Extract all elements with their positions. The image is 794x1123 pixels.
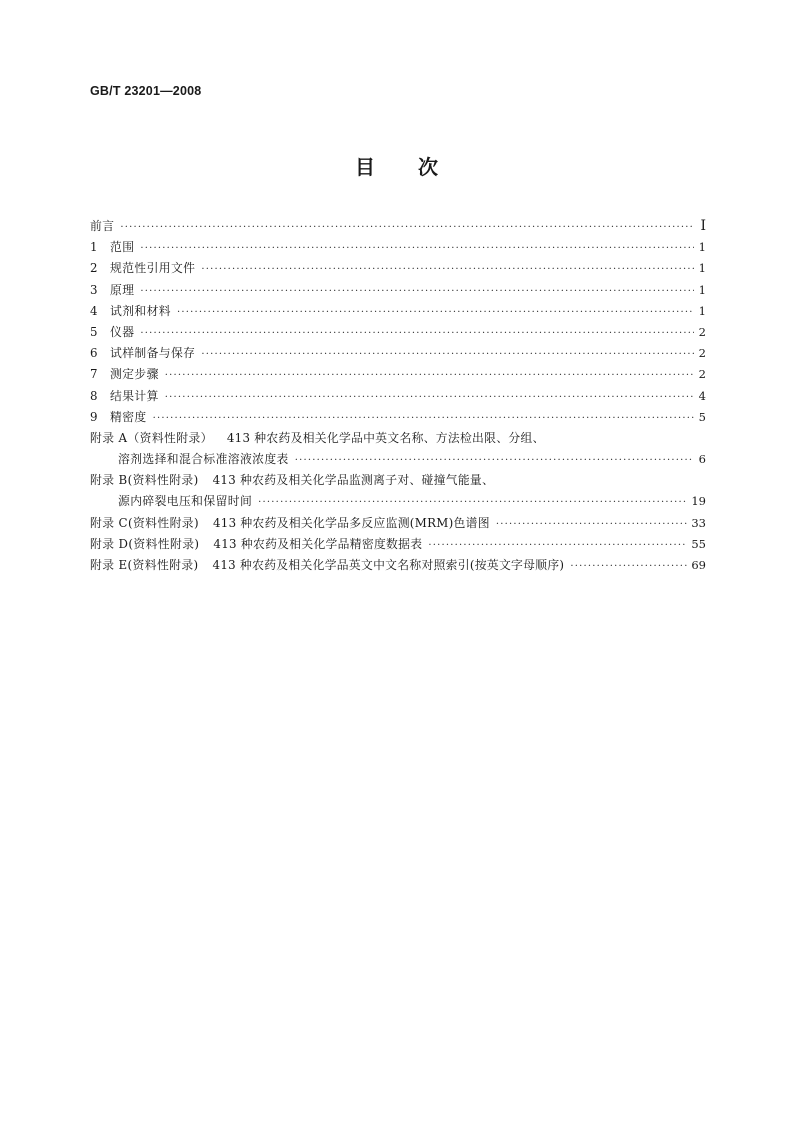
appendix-label: 附录 B(资料性附录) bbox=[90, 473, 199, 488]
toc-entry-appendix-a[interactable] bbox=[90, 428, 706, 470]
toc-label: 原理 bbox=[110, 282, 135, 297]
toc-page-number: 1 bbox=[698, 261, 706, 276]
toc-page-number: 4 bbox=[698, 388, 706, 403]
toc-entry-appendix-d[interactable] bbox=[90, 534, 706, 555]
table-of-contents bbox=[90, 216, 706, 576]
toc-number: 8 bbox=[90, 388, 98, 403]
toc-label: 试样制备与保存 bbox=[110, 346, 196, 361]
dot-leader bbox=[140, 281, 694, 302]
toc-entry-1[interactable] bbox=[90, 237, 706, 258]
toc-page-number: 2 bbox=[698, 346, 706, 361]
toc-number: 7 bbox=[90, 367, 98, 382]
dot-leader bbox=[496, 514, 688, 535]
toc-number: 3 bbox=[90, 282, 98, 297]
appendix-title: 413 种农药及相关化学品多反应监测(MRM)色谱图 bbox=[212, 515, 490, 530]
toc-entry-appendix-e[interactable] bbox=[90, 555, 706, 576]
toc-number: 5 bbox=[90, 324, 98, 339]
dot-leader bbox=[428, 535, 687, 556]
appendix-label: 附录 D(资料性附录) bbox=[90, 536, 200, 551]
toc-page-number: 2 bbox=[698, 324, 706, 339]
dot-leader bbox=[165, 387, 694, 408]
appendix-title: 413 种农药及相关化学品英文中文名称对照索引(按英文字母顺序) bbox=[212, 558, 565, 572]
toc-label: 测定步骤 bbox=[110, 367, 159, 382]
toc-page-number: 69 bbox=[691, 558, 706, 572]
dot-leader bbox=[258, 492, 687, 513]
toc-number: 4 bbox=[90, 303, 98, 318]
toc-number: 1 bbox=[90, 240, 98, 255]
appendix-title-continued: 源内碎裂电压和保留时间 bbox=[118, 494, 253, 509]
toc-entry-2[interactable] bbox=[90, 258, 706, 279]
dot-leader bbox=[153, 408, 694, 429]
dot-leader bbox=[295, 450, 694, 471]
dot-leader bbox=[165, 365, 694, 386]
toc-entry-appendix-c[interactable] bbox=[90, 513, 706, 534]
appendix-label: 附录 A（资料性附录） bbox=[90, 430, 213, 445]
appendix-label: 附录 C(资料性附录) bbox=[90, 515, 199, 530]
appendix-title: 413 种农药及相关化学品监测离子对、碰撞气能量、 bbox=[212, 473, 495, 488]
toc-number: 2 bbox=[90, 261, 98, 276]
page-title: 目 次 bbox=[355, 155, 439, 179]
appendix-title: 413 种农药及相关化学品精密度数据表 bbox=[213, 536, 423, 551]
appendix-label: 附录 E(资料性附录) bbox=[90, 558, 199, 572]
toc-label: 规范性引用文件 bbox=[110, 261, 196, 276]
dot-leader bbox=[120, 217, 694, 238]
toc-label: 结果计算 bbox=[110, 388, 159, 403]
dot-leader bbox=[177, 302, 694, 323]
toc-page-number: Ⅰ bbox=[700, 218, 706, 234]
toc-label: 前言 bbox=[90, 219, 115, 233]
dot-leader bbox=[201, 344, 694, 365]
toc-entry-5[interactable] bbox=[90, 322, 706, 343]
toc-page-number: 5 bbox=[698, 409, 706, 424]
appendix-title: 413 种农药及相关化学品中英文名称、方法检出限、分组、 bbox=[226, 430, 545, 445]
standard-code: GB/T 23201—2008 bbox=[90, 84, 202, 98]
toc-number: 9 bbox=[90, 409, 98, 424]
toc-entry-4[interactable] bbox=[90, 301, 706, 322]
toc-number: 6 bbox=[90, 346, 98, 361]
toc-page-number: 2 bbox=[698, 367, 706, 382]
dot-leader bbox=[140, 323, 694, 344]
toc-page-number: 1 bbox=[698, 240, 706, 255]
toc-page-number: 55 bbox=[691, 536, 706, 551]
toc-page-number: 1 bbox=[698, 303, 706, 318]
toc-label: 范围 bbox=[110, 240, 135, 255]
toc-entry-3[interactable] bbox=[90, 280, 706, 301]
toc-label: 仪器 bbox=[110, 324, 135, 339]
toc-label: 精密度 bbox=[110, 409, 147, 424]
toc-page-number: 33 bbox=[691, 515, 706, 530]
dot-leader bbox=[140, 238, 694, 259]
dot-leader bbox=[570, 556, 687, 577]
toc-entry-foreword[interactable] bbox=[90, 216, 706, 237]
toc-entry-8[interactable] bbox=[90, 386, 706, 407]
appendix-title-continued: 溶剂选择和混合标准溶液浓度表 bbox=[118, 452, 289, 467]
toc-page-number: 1 bbox=[698, 282, 706, 297]
toc-label: 试剂和材料 bbox=[110, 303, 171, 318]
toc-entry-7[interactable] bbox=[90, 364, 706, 385]
toc-entry-9[interactable] bbox=[90, 407, 706, 428]
toc-entry-6[interactable] bbox=[90, 343, 706, 364]
dot-leader bbox=[201, 259, 694, 280]
toc-page-number: 19 bbox=[691, 494, 706, 509]
toc-page-number: 6 bbox=[698, 452, 706, 467]
toc-entry-appendix-b[interactable] bbox=[90, 470, 706, 512]
